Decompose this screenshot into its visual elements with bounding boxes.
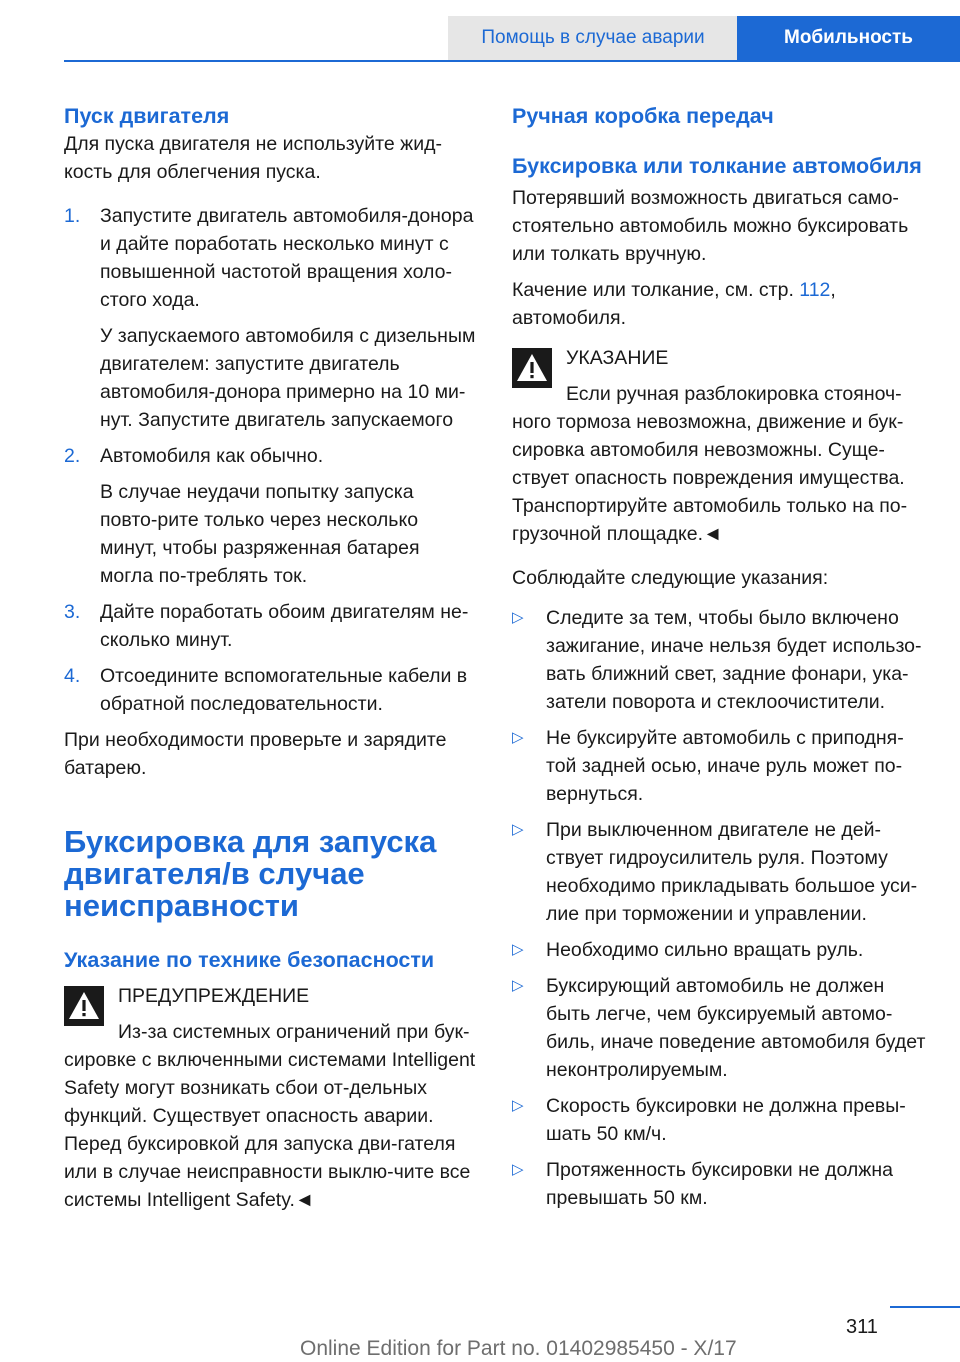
notice-label: УКАЗАНИЕ (566, 347, 669, 369)
heading-tow-or-push: Буксировка или толкание автомобиля (512, 154, 922, 178)
triangle-bullet-icon: ▷ (512, 729, 524, 746)
list-item (64, 662, 476, 718)
reference-text-after: , автомобиля. (512, 279, 836, 329)
list-item-text: Дайте поработать обоим двигателям не-сколько минут. (100, 601, 469, 651)
notice-first-line-wrap (512, 380, 926, 548)
header-chapter-tab[interactable]: Мобильность (737, 16, 960, 62)
paragraph-towing: Потерявший возможность двигаться само-стоятельно автомобиль можно буксировать или толкать вручную. (512, 187, 909, 265)
triangle-bullet-icon: ▷ (512, 609, 524, 626)
list-item-continuation: В случае неудачи попытку запуска повто-рите только через несколько минут, чтобы разряженная батарея могла по-треблять ток. (100, 481, 420, 587)
bullet-text: Протяженность буксировки не должна превышать 50 км. (546, 1159, 893, 1209)
page-number-rule (890, 1306, 960, 1308)
left-column (64, 96, 476, 1214)
footer-edition: Online Edition for Part no. 01402985450 - X/17 (300, 1337, 737, 1360)
header-rule (64, 60, 960, 62)
heading-manual-gearbox: Ручная коробка передач (512, 104, 774, 128)
paragraph-instructions: Соблюдайте следующие указания: (512, 567, 829, 589)
intro-paragraph: Для пуска двигателя не используйте жид-кость для облегчения пуска. (64, 133, 442, 183)
notice-header (512, 344, 926, 372)
list-item-continuation: У запускаемого автомобиля с дизельным двигателем: запустите двигатель автомобиля-донора примерно на 10 ми-нут. Запустите двигатель запускаемого (100, 325, 476, 431)
list-item (512, 724, 926, 808)
heading-engine-start: Пуск двигателя (64, 104, 230, 128)
page-number: 311 (846, 1316, 878, 1338)
warning-block (64, 982, 476, 1214)
paragraph-reference (512, 276, 926, 332)
notice-block (512, 344, 926, 548)
outro-paragraph: При необходимости проверьте и зарядите батарею. (64, 729, 447, 779)
bullet-text: Необходимо сильно вращать руль. (546, 939, 864, 961)
list-number: 1. (64, 205, 81, 227)
bullet-text: Буксирующий автомобиль не должен быть легче, чем буксируемый автомо-биль, иначе поведение автомобиля будет неконтролируемым. (546, 975, 926, 1081)
list-number: 4. (64, 665, 81, 687)
heading-safety: Указание по технике безопасности (64, 948, 435, 972)
page-reference-link[interactable]: 112 (799, 279, 831, 301)
bullet-text: Следите за тем, чтобы было включено зажигание, иначе нельзя будет использо-вать ближний свет, задние фонари, ука-затели поворота и стеклоочистители. (546, 607, 922, 713)
list-item (512, 604, 926, 716)
reference-text-before: Качение или толкание, см. стр. (512, 279, 800, 301)
triangle-bullet-icon: ▷ (512, 1097, 524, 1114)
triangle-bullet-icon: ▷ (512, 941, 524, 958)
header-section-tab[interactable]: Помощь в случае аварии (448, 16, 738, 60)
bullet-text: Не буксируйте автомобиль с приподня-той задней осью, иначе руль может по-вернуться. (546, 727, 904, 805)
list-number: 2. (64, 445, 81, 467)
warning-text: Из-за системных ограничений при бук-сировке с включенными системами Intelligent Safety могут возникать сбои от-дельных функций. Существует опасность аварии. Перед буксировкой для запуска дви-гателя или в случае неисправности выклю-чите все системы Intelligent Safety.◄ (64, 1021, 476, 1211)
list-item (512, 1092, 926, 1148)
list-item-text: Автомобиля как обычно. (100, 445, 324, 467)
list-item (64, 442, 476, 590)
list-item (512, 1156, 926, 1212)
list-item (64, 598, 476, 654)
warning-label: ПРЕДУПРЕЖДЕНИЕ (118, 985, 310, 1007)
right-column (512, 96, 926, 1220)
notice-text: Если ручная разблокировка стояноч-ного тормоза невозможна, движение и бук-сировка автомобиля невозможны. Суще-ствует опасность повреждения имущества. Транспортируйте автомобиль только на по-грузочной площадке.◄ (512, 383, 908, 545)
list-item-text: Запустите двигатель автомобиля-донора и дайте поработать несколько минут с повышенной частотой вращения холо-стого хода. (100, 205, 474, 311)
warning-first-line-wrap (64, 1018, 476, 1214)
warning-header (64, 982, 476, 1010)
triangle-bullet-icon: ▷ (512, 977, 524, 994)
list-item (512, 816, 926, 928)
heading-towing: Буксировка для запуска двигателя/в случае неисправности (64, 824, 437, 923)
triangle-bullet-icon: ▷ (512, 821, 524, 838)
list-number: 3. (64, 601, 81, 623)
list-item-text: Отсоедините вспомогательные кабели в обратной последовательности. (100, 665, 468, 715)
list-item (64, 202, 476, 434)
list-item (512, 936, 926, 964)
bullet-text: Скорость буксировки не должна превы-шать 50 км/ч. (546, 1095, 906, 1145)
list-item (512, 972, 926, 1084)
triangle-bullet-icon: ▷ (512, 1161, 524, 1178)
bullet-text: При выключенном двигателе не дей-ствует гидроусилитель руля. Поэтому необходимо прикладывать большое уси-лие при торможении и управлении. (546, 819, 918, 925)
